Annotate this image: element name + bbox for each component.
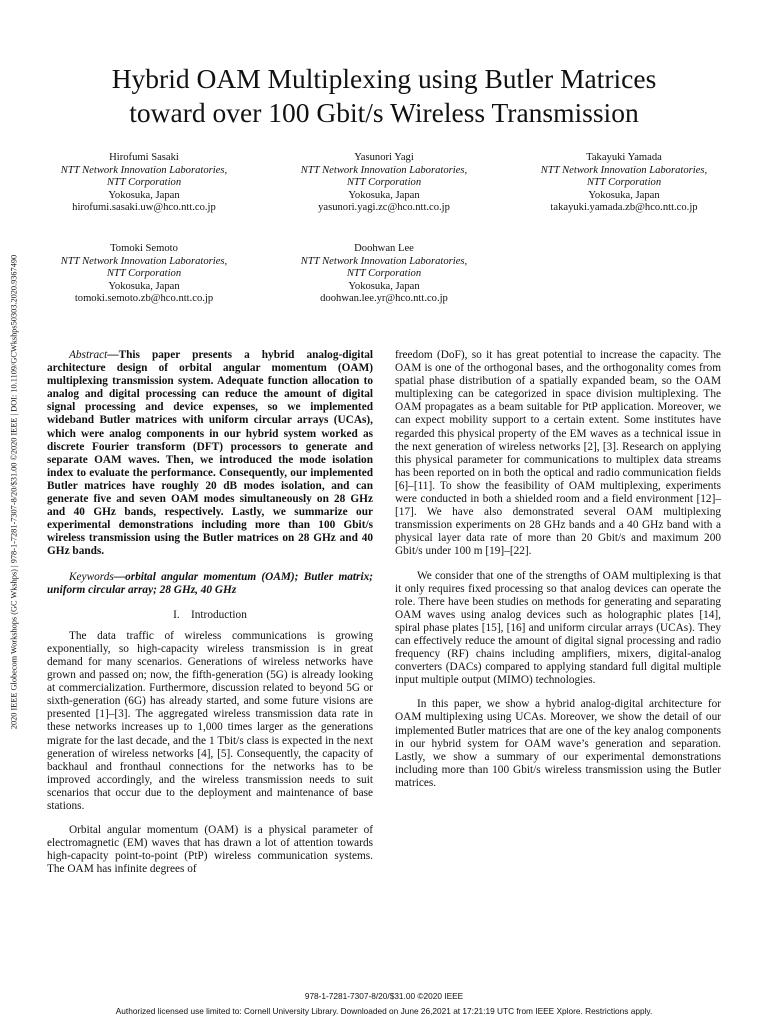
author-name: Hirofumi Sasaki — [109, 152, 179, 163]
author-block — [34, 243, 254, 306]
keywords-text: —orbital angular momentum (OAM); Butler matrix; uniform circular array; 28 GHz, 40 GHz — [47, 570, 373, 596]
author-affiliation: NTT Network Innovation Laboratories, — [300, 164, 468, 176]
body-paragraph: Orbital angular momentum (OAM) is a physical parameter of electromagnetic (EM) waves that has drawn a lot of attention towards high-capacity point-to-point (PtP) wireless communication systems. The OAM has infinite degrees of — [47, 824, 373, 876]
doi-sidebar-text: 2020 IEEE Globecom Workshops (GC Wkshps) | 978-1-7281-7307-8/20/$31.00 ©2020 IEEE | DOI: 10.1109/GCWkshps50303.2020.9367490 — [9, 254, 19, 730]
author-location: Yokosuka, Japan — [588, 189, 660, 201]
author-affiliation: NTT Network Innovation Laboratories, — [300, 255, 468, 267]
author-name: Yasunori Yagi — [354, 152, 414, 163]
section-heading: I. Introduction — [173, 608, 247, 621]
author-block — [274, 152, 494, 215]
author-organization: NTT Corporation — [106, 268, 182, 280]
author-block — [514, 152, 734, 215]
footer-copyright: 978-1-7281-7307-8/20/$31.00 ©2020 IEEE — [304, 991, 464, 1001]
author-block — [274, 243, 494, 306]
author-name: Takayuki Yamada — [586, 152, 662, 163]
body-paragraph: freedom (DoF), so it has great potential to increase the capacity. The OAM is one of the orthogonal bases, and the orthogonality comes from spatial phase distribution of a spatially expanded beam, so the OAM multiplexing can be categorized in space division multiplexing. The OAM propagates as a beam suitable for PtP application. Moreover, we can expect mobility support to a certain extent. Some institutes have regarded this physical property of the EM waves as a technical issue in the next generation of wireless networks [2], [3]. Research on applying this physical parameter for communications to multiplex data streams has been reported on in both the optical and radio communication fields [6]–[11]. To show the feasibility of OAM multiplexing, experiments were conducted in both a shielded room and a field environment [12]–[17]. We have also demonstrated several OAM multiplexing transmission experiments on 28 GHz bands and a 40 GHz band with a physical layer data rate of more than 20 Gbit/s and maximum 200 Gbit/s under 100 m [19]–[22]. — [395, 349, 721, 558]
author-affiliation: NTT Network Innovation Laboratories, — [60, 164, 228, 176]
paper-title — [40, 62, 728, 130]
author-block — [34, 152, 254, 215]
author-organization: NTT Corporation — [106, 177, 182, 189]
author-affiliation: NTT Network Innovation Laboratories, — [540, 164, 708, 176]
abstract-text: —This paper presents a hybrid analog-digital architecture design of orbital angular momentum (OAM) multiplexing transmission system. Adequate function allocation to analog and digital processing can reduce the amount of digital signal processing and device expenses, so we implemented wideband Butler matrices with uniform circular arrays (UCAs), which were analog components in our hybrid system worked as discrete Fourier transform (DFT) processors to generate and separate OAM waves. Then, we introduced the mode isolation index to evaluate the performance. Consequently, our implemented Butler matrices have roughly 20 dB modes isolation, and can generate five and seven OAM modes simultaneously on 28 GHz and 40 GHz bands, respectively. Lastly, we summarize our experimental demonstrations including more than 100 Gbit/s wireless transmission using the Butler matrices on 28 GHz and 40 GHz bands. — [47, 349, 373, 558]
abstract-lead: Abstract — [69, 349, 108, 361]
title-line-2: toward over 100 Gbit/s Wireless Transmission — [129, 97, 639, 128]
author-name: Tomoki Semoto — [110, 243, 178, 254]
author-organization: NTT Corporation — [346, 268, 422, 280]
author-email[interactable]: tomoki.semoto.zb@hco.ntt.co.jp — [74, 293, 214, 305]
author-name: Doohwan Lee — [354, 243, 414, 254]
author-affiliation: NTT Network Innovation Laboratories, — [60, 255, 228, 267]
author-location: Yokosuka, Japan — [348, 189, 420, 201]
body-paragraph: We consider that one of the strengths of OAM multiplexing is that it only requires fixed processing so that analog devices can operate the role. There have been studies on methods for generating and separating OAM waves using analog devices such as holographic plates [14], spiral phase plates [15], [16] and uniform circular arrays (UCAs). They can effectively reduce the amount of digital signal processing and radio frequency (RF) chains including amplifiers, mixers, digital-analog converters (DACs) compared to applying standard full digital multiple input multiple output (MIMO) technologies. — [395, 569, 721, 687]
right-column — [395, 349, 721, 790]
keywords-lead: Keywords — [69, 570, 114, 583]
footer-license: Authorized licensed use limited to: Cornell University Library. Downloaded on June 26,2021 at 17:21:19 UTC from IEEE Xplore. Restrictions apply. — [115, 1006, 653, 1016]
body-paragraph: The data traffic of wireless communications is growing exponentially, so high-capacity wireless transmission is in great demand for many scenarios. Generations of wireless networks have grown and passed on; now, the fifth-generation (5G) is already looking at commercialization. Furthermore, discussion related to beyond 5G or sixth-generation (6G) has already started, and some future visions are presented [1]–[3]. The aggregated wireless transmission data rate in these networks increases up to 1,000 times larger as the generations migrate for the last decade, and the 1 Tbit/s class is expected in the next generation of wireless networks [4], [5]. Consequently, the capacity of backhaul and fronthaul connections for the networks has to be improved accordingly, and the wireless transmission needs to suit scenarios that occur due to the deployment and maintenance of base stations. — [47, 629, 373, 812]
left-column — [47, 349, 373, 876]
author-location: Yokosuka, Japan — [108, 189, 180, 201]
keywords — [47, 571, 373, 597]
title-line-1: Hybrid OAM Multiplexing using Butler Matrices — [111, 63, 657, 94]
author-organization: NTT Corporation — [346, 177, 422, 189]
author-organization: NTT Corporation — [586, 177, 662, 189]
abstract — [47, 349, 373, 559]
author-location: Yokosuka, Japan — [108, 280, 180, 292]
author-location: Yokosuka, Japan — [348, 280, 420, 292]
author-email[interactable]: takayuki.yamada.zb@hco.ntt.co.jp — [550, 202, 698, 214]
doi-sidebar — [9, 232, 19, 752]
author-email[interactable]: doohwan.lee.yr@hco.ntt.co.jp — [320, 293, 448, 305]
author-email[interactable]: hirofumi.sasaki.uw@hco.ntt.co.jp — [72, 202, 216, 214]
body-paragraph: In this paper, we show a hybrid analog-digital architecture for OAM multiplexing using UCAs. Moreover, we show the detail of our implemented Butler matrices that are one of the key analog components in our hybrid system for OAM wave’s generation and separation. Lastly, we show a summary of our experimental demonstrations including more than 100 Gbit/s wireless transmission using the Butler matrices. — [395, 698, 721, 789]
author-email[interactable]: yasunori.yagi.zc@hco.ntt.co.jp — [318, 202, 450, 214]
